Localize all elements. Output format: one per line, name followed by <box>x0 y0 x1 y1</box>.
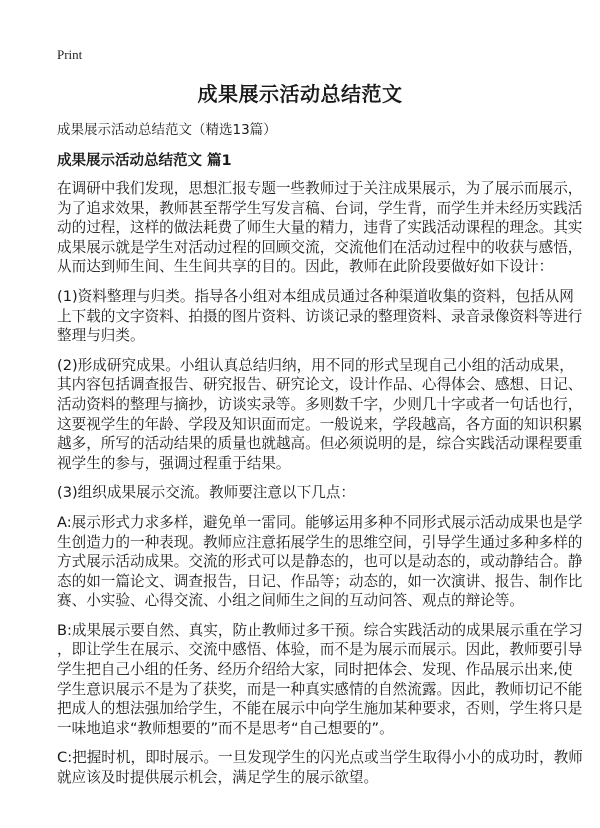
paragraph <box>57 748 583 787</box>
paragraph-line: 学生意识展示不是为了获奖，而是一种真实感情的自然流露。因此，教师切记不能 <box>57 680 583 698</box>
paragraph-line: B:成果展示要自然、真实，防止教师过多干预。综合实践活动的成果展示重在学习 <box>57 621 583 639</box>
document-title: 成果展示活动总结范文 <box>197 82 403 106</box>
print-link[interactable]: Print <box>57 47 83 62</box>
paragraph-line: 动的过程，这样的做法耗费了师生大量的精力，违背了实践活动课程的理念。其实 <box>57 219 583 237</box>
paragraph-line: 生创造力的一种表现。教师应注意拓展学生的思维空间，引导学生通过多种多样的 <box>57 533 583 551</box>
paragraph-line: 赛、小实验、心得交流、小组之间师生之间的互动问答、观点的辩论等。 <box>57 592 525 610</box>
paragraph <box>57 287 583 346</box>
paragraph-line: 越多，所写的活动结果的质量也就越高。但必须说明的是，综合实践活动课程要重 <box>57 435 583 453</box>
paragraph-line: 其内容包括调查报告、研究报告、研究论文，设计作品、心得体会、感想、日记、 <box>57 376 583 394</box>
paragraph-line: 在调研中我们发现，思想汇报专题一些教师过于关注成果展示，为了展示而展示， <box>57 180 583 197</box>
paragraph-line: 就应该及时提供展示机会，满足学生的展示欲望。 <box>57 769 379 787</box>
paragraph <box>57 513 583 611</box>
paragraph-line: C:把握时机，即时展示。一旦发现学生的闪光点或当学生取得小小的成功时，教师 <box>57 749 583 767</box>
paragraph <box>57 179 583 277</box>
paragraph-line: 上下载的文字资料、拍摄的图片资料、访谈记录的整理资料、录音录像资料等进行 <box>57 307 583 325</box>
document-subtitle: 成果展示活动总结范文（精选13篇） <box>57 122 277 138</box>
document-body <box>57 179 583 798</box>
paragraph-line: ，即让学生在展示、交流中感悟、体验，而不是为展示而展示。因此，教师要引导 <box>57 641 583 659</box>
paragraph <box>57 356 583 474</box>
paragraph <box>57 483 577 503</box>
paragraph-line: 方式展示活动成果。交流的形式可以是静态的，也可以是动态的，或动静结合。静 <box>57 553 583 571</box>
paragraph-line: (2)形成研究成果。小组认真总结归纳，用不同的形式呈现自己小组的活动成果， <box>57 356 574 374</box>
paragraph-line: 活动资料的整理与摘抄，访谈实录等。多则数千字，少则几十字或者一句话也行， <box>57 395 583 413</box>
paragraph-line: 一味地追求“教师想要的”而不是思考“自己想要的”。 <box>57 719 394 737</box>
paragraph-line: 态的如一篇论文、调查报告，日记、作品等；动态的，如一次演讲、报告、制作比 <box>57 572 583 590</box>
paragraph-line: A:展示形式力求多样，避免单一雷同。能够运用多种不同形式展示活动成果也是学 <box>57 513 583 531</box>
paragraph-line: 视学生的参与，强调过程重于结果。 <box>57 454 291 472</box>
paragraph-line: 从而达到师生间、生生间共享的目的。因此，教师在此阶段要做好如下设计： <box>57 258 554 276</box>
paragraph-line: 整理与归类。 <box>57 327 145 345</box>
paragraph <box>57 621 583 739</box>
paragraph-line: (3)组织成果展示交流。教师要注意以下几点： <box>57 484 355 502</box>
paragraph-line: 把成人的想法强加给学生，不能在展示中向学生施加某种要求，否则，学生将只是 <box>57 700 583 718</box>
paragraph-line: 这要视学生的年龄、学段及知识面而定。一般说来，学段越高，各方面的知识积累 <box>57 415 583 433</box>
paragraph-line: 为了追求效果，教师甚至帮学生写发言稿、台词，学生背，而学生并未经历实践活 <box>57 199 583 217</box>
paragraph-line: 成果展示就是学生对活动过程的回顾交流，交流他们在活动过程中的收获与感悟， <box>57 238 583 256</box>
paragraph-line: (1)资料整理与归类。指导各小组对本组成员通过各种渠道收集的资料，包括从网 <box>57 287 574 305</box>
paragraph-line: 学生把自己小组的任务、经历介绍给大家，同时把体会、发现、作品展示出来,使 <box>57 661 573 679</box>
section-heading: 成果展示活动总结范文 篇1 <box>57 153 232 169</box>
